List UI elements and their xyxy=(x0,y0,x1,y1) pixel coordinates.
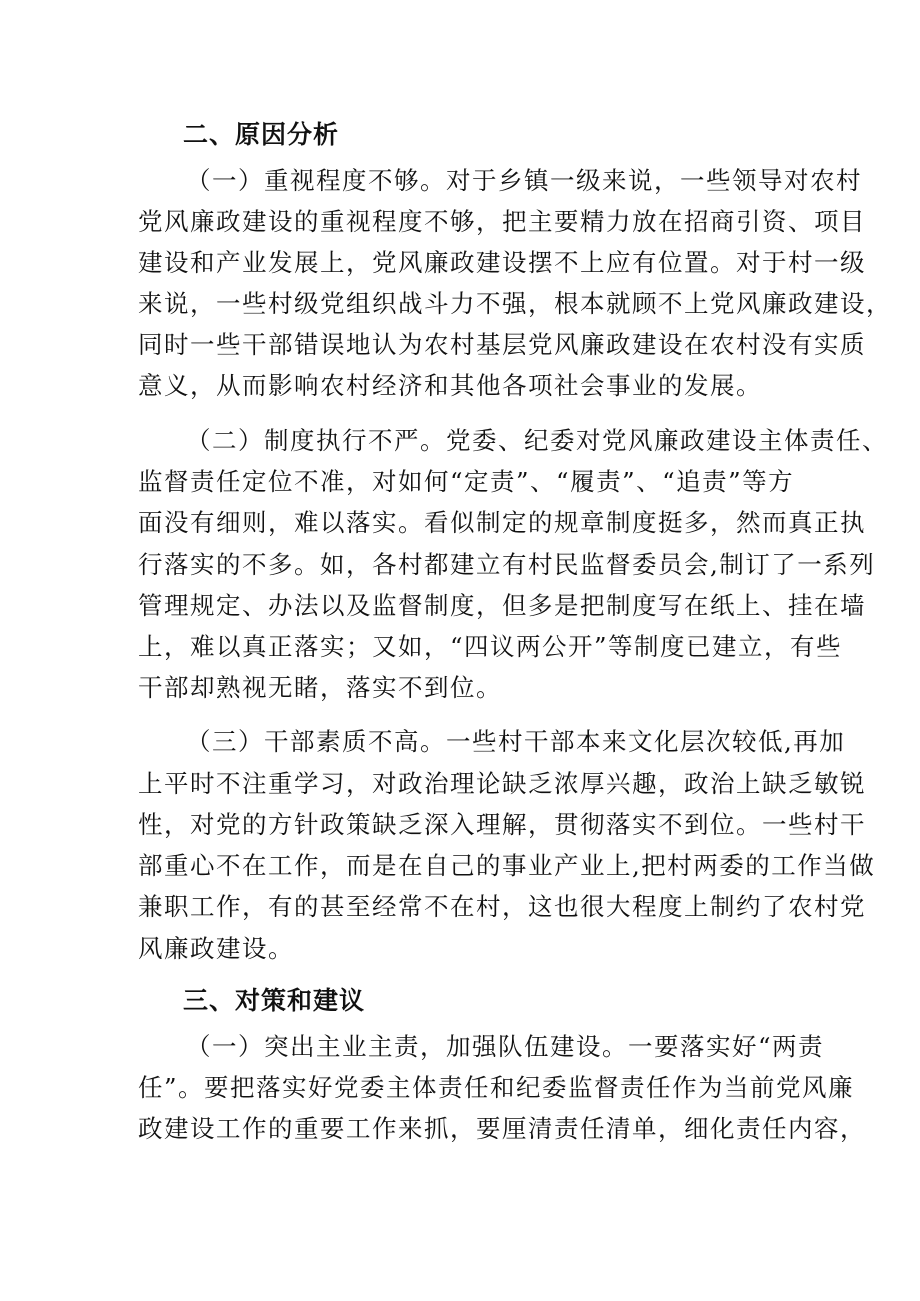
section-2-para-3-line-5: 兼职工作，有的甚至经常不在村，这也很大程度上制约了农村党 xyxy=(138,892,866,921)
section-2-para-1-line-3: 建设和产业发展上，党风廉政建设摆不上应有位置。对于村一级 xyxy=(138,248,866,277)
section-2-para-3-line-4: 部重心不在工作，而是在自己的事业产业上,把村两委的工作当做 xyxy=(138,851,876,880)
section-2-para-2-line-4: 行落实的不多。如，各村都建立有村民监督委员会,制订了一系列 xyxy=(138,550,876,579)
section-2-para-1-line-5: 同时一些干部错误地认为农村基层党风廉政建设在农村没有实质 xyxy=(138,330,866,359)
section-2-para-1-line-1: （一）重视程度不够。对于乡镇一级来说，一些领导对农村 xyxy=(186,166,862,195)
section-2-para-2-line-5: 管理规定、办法以及监督制度，但多是把制度写在纸上、挂在墙 xyxy=(138,591,866,620)
section-2-heading: 二、原因分析 xyxy=(183,120,340,149)
section-2-para-2-line-1: （二）制度执行不严。党委、纪委对党风廉政建设主体责任、 xyxy=(186,426,888,455)
section-2-para-3-line-2: 上平时不注重学习，对政治理论缺乏浓厚兴趣，政治上缺乏敏锐 xyxy=(138,769,866,798)
section-3-heading: 三、对策和建议 xyxy=(183,986,366,1015)
section-3-para-1-line-2: 任”。要把落实好党委主体责任和纪委监督责任作为当前党风廉 xyxy=(138,1073,855,1102)
section-2-para-1-line-6: 意义，从而影响农村经济和其他各项社会事业的发展。 xyxy=(138,371,762,400)
section-2-para-2-line-2: 监督责任定位不准，对如何“定责”、“履责”、“追责”等方 xyxy=(138,467,795,496)
section-3-para-1-line-3: 政建设工作的重要工作来抓，要厘清责任清单，细化责任内容， xyxy=(138,1114,866,1143)
section-2-para-3-line-6: 风廉政建设。 xyxy=(138,934,294,963)
section-2-para-2-line-7: 干部却熟视无睹，落实不到位。 xyxy=(138,673,502,702)
section-3-para-1-line-1: （一）突出主业主责，加强队伍建设。一要落实好“两责 xyxy=(186,1032,825,1061)
section-2-para-1-line-2: 党风廉政建设的重视程度不够，把主要精力放在招商引资、项目 xyxy=(138,207,866,236)
section-2-para-2-line-3: 面没有细则，难以落实。看似制定的规章制度挺多，然而真正执 xyxy=(138,508,866,537)
section-2-para-3-line-1: （三）干部素质不高。一些村干部本来文化层次较低,再加 xyxy=(186,727,846,756)
section-2-para-2-line-6: 上，难以真正落实；又如，“四议两公开”等制度已建立，有些 xyxy=(138,632,843,661)
section-2-para-3-line-3: 性，对党的方针政策缺乏深入理解，贯彻落实不到位。一些村干 xyxy=(138,810,866,839)
section-2-para-1-line-4: 来说，一些村级党组织战斗力不强，根本就顾不上党风廉政建设， xyxy=(138,289,892,318)
